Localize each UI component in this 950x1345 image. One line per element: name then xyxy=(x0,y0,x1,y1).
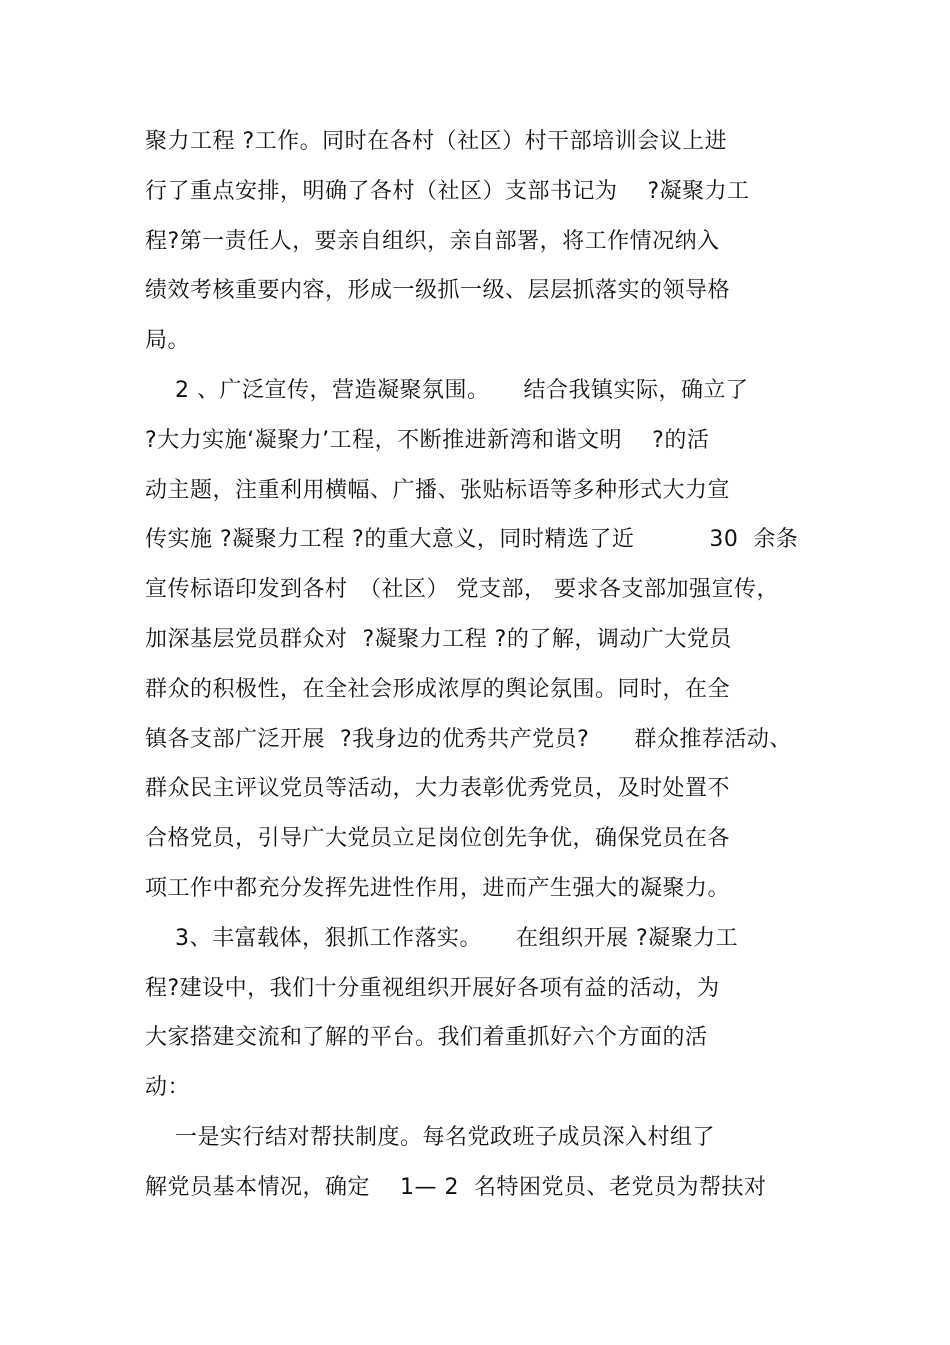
text-line: 群众民主评议党员等活动，大力表彰优秀党员，及时处置不 xyxy=(145,776,731,801)
text-line: 行了重点安排，明确了各村（社区）支部书记为 ?凝聚力工 xyxy=(145,179,750,204)
text-line: 动： xyxy=(145,1075,191,1100)
text-line: 大家搭建交流和了解的平台。我们着重抓好六个方面的活 xyxy=(145,1025,708,1050)
text-line: 加深基层党员群众对 ?凝聚力工程 ?的了解，调动广大党员 xyxy=(145,627,732,652)
text-line: 群众的积极性，在全社会形成浓厚的舆论氛围。同时，在全 xyxy=(145,677,731,702)
text-line: 聚力工程 ?工作。同时在各村（社区）村干部培训会议上进 xyxy=(145,129,728,154)
text-line: 项工作中都充分发挥先进性作用，进而产生强大的凝聚力。 xyxy=(145,876,731,901)
text-line: 动主题，注重利用横幅、广播、张贴标语等多种形式大力宣 xyxy=(145,478,731,503)
text-line: 绩效考核重要内容，形成一级抓一级、层层抓落实的领导格 xyxy=(145,278,731,303)
text-line: 一是实行结对帮扶制度。每名党政班子成员深入村组了 xyxy=(145,1125,715,1150)
text-line: 3、丰富载体，狠抓工作落实。 在组织开展 ?凝聚力工 xyxy=(145,926,739,951)
text-line: 传实施 ?凝聚力工程 ?的重大意义，同时精选了近 30 余条 xyxy=(145,527,799,552)
text-line: 2 、广泛宣传，营造凝聚氛围。 结合我镇实际，确立了 xyxy=(145,378,749,403)
text-line: 局。 xyxy=(145,328,191,353)
text-line: 程?建设中，我们十分重视组织开展好各项有益的活动，为 xyxy=(145,976,720,1001)
text-line: 程?第一责任人，要亲自组织，亲自部署，将工作情况纳入 xyxy=(145,229,720,254)
text-line: 镇各支部广泛开展 ?我身边的优秀共产党员? 群众推荐活动、 xyxy=(145,727,792,752)
text-line: 合格党员，引导广大党员立足岗位创先争优，确保党员在各 xyxy=(145,826,731,851)
text-line: ?大力实施‘凝聚力’工程，不断推进新湾和谐文明 ?的活 xyxy=(145,428,710,453)
text-line: 解党员基本情况，确定 1— 2 名特困党员、老党员为帮扶对 xyxy=(145,1175,767,1200)
text-line: 宣传标语印发到各村 （社区） 党支部， 要求各支部加强宣传， xyxy=(145,577,779,602)
